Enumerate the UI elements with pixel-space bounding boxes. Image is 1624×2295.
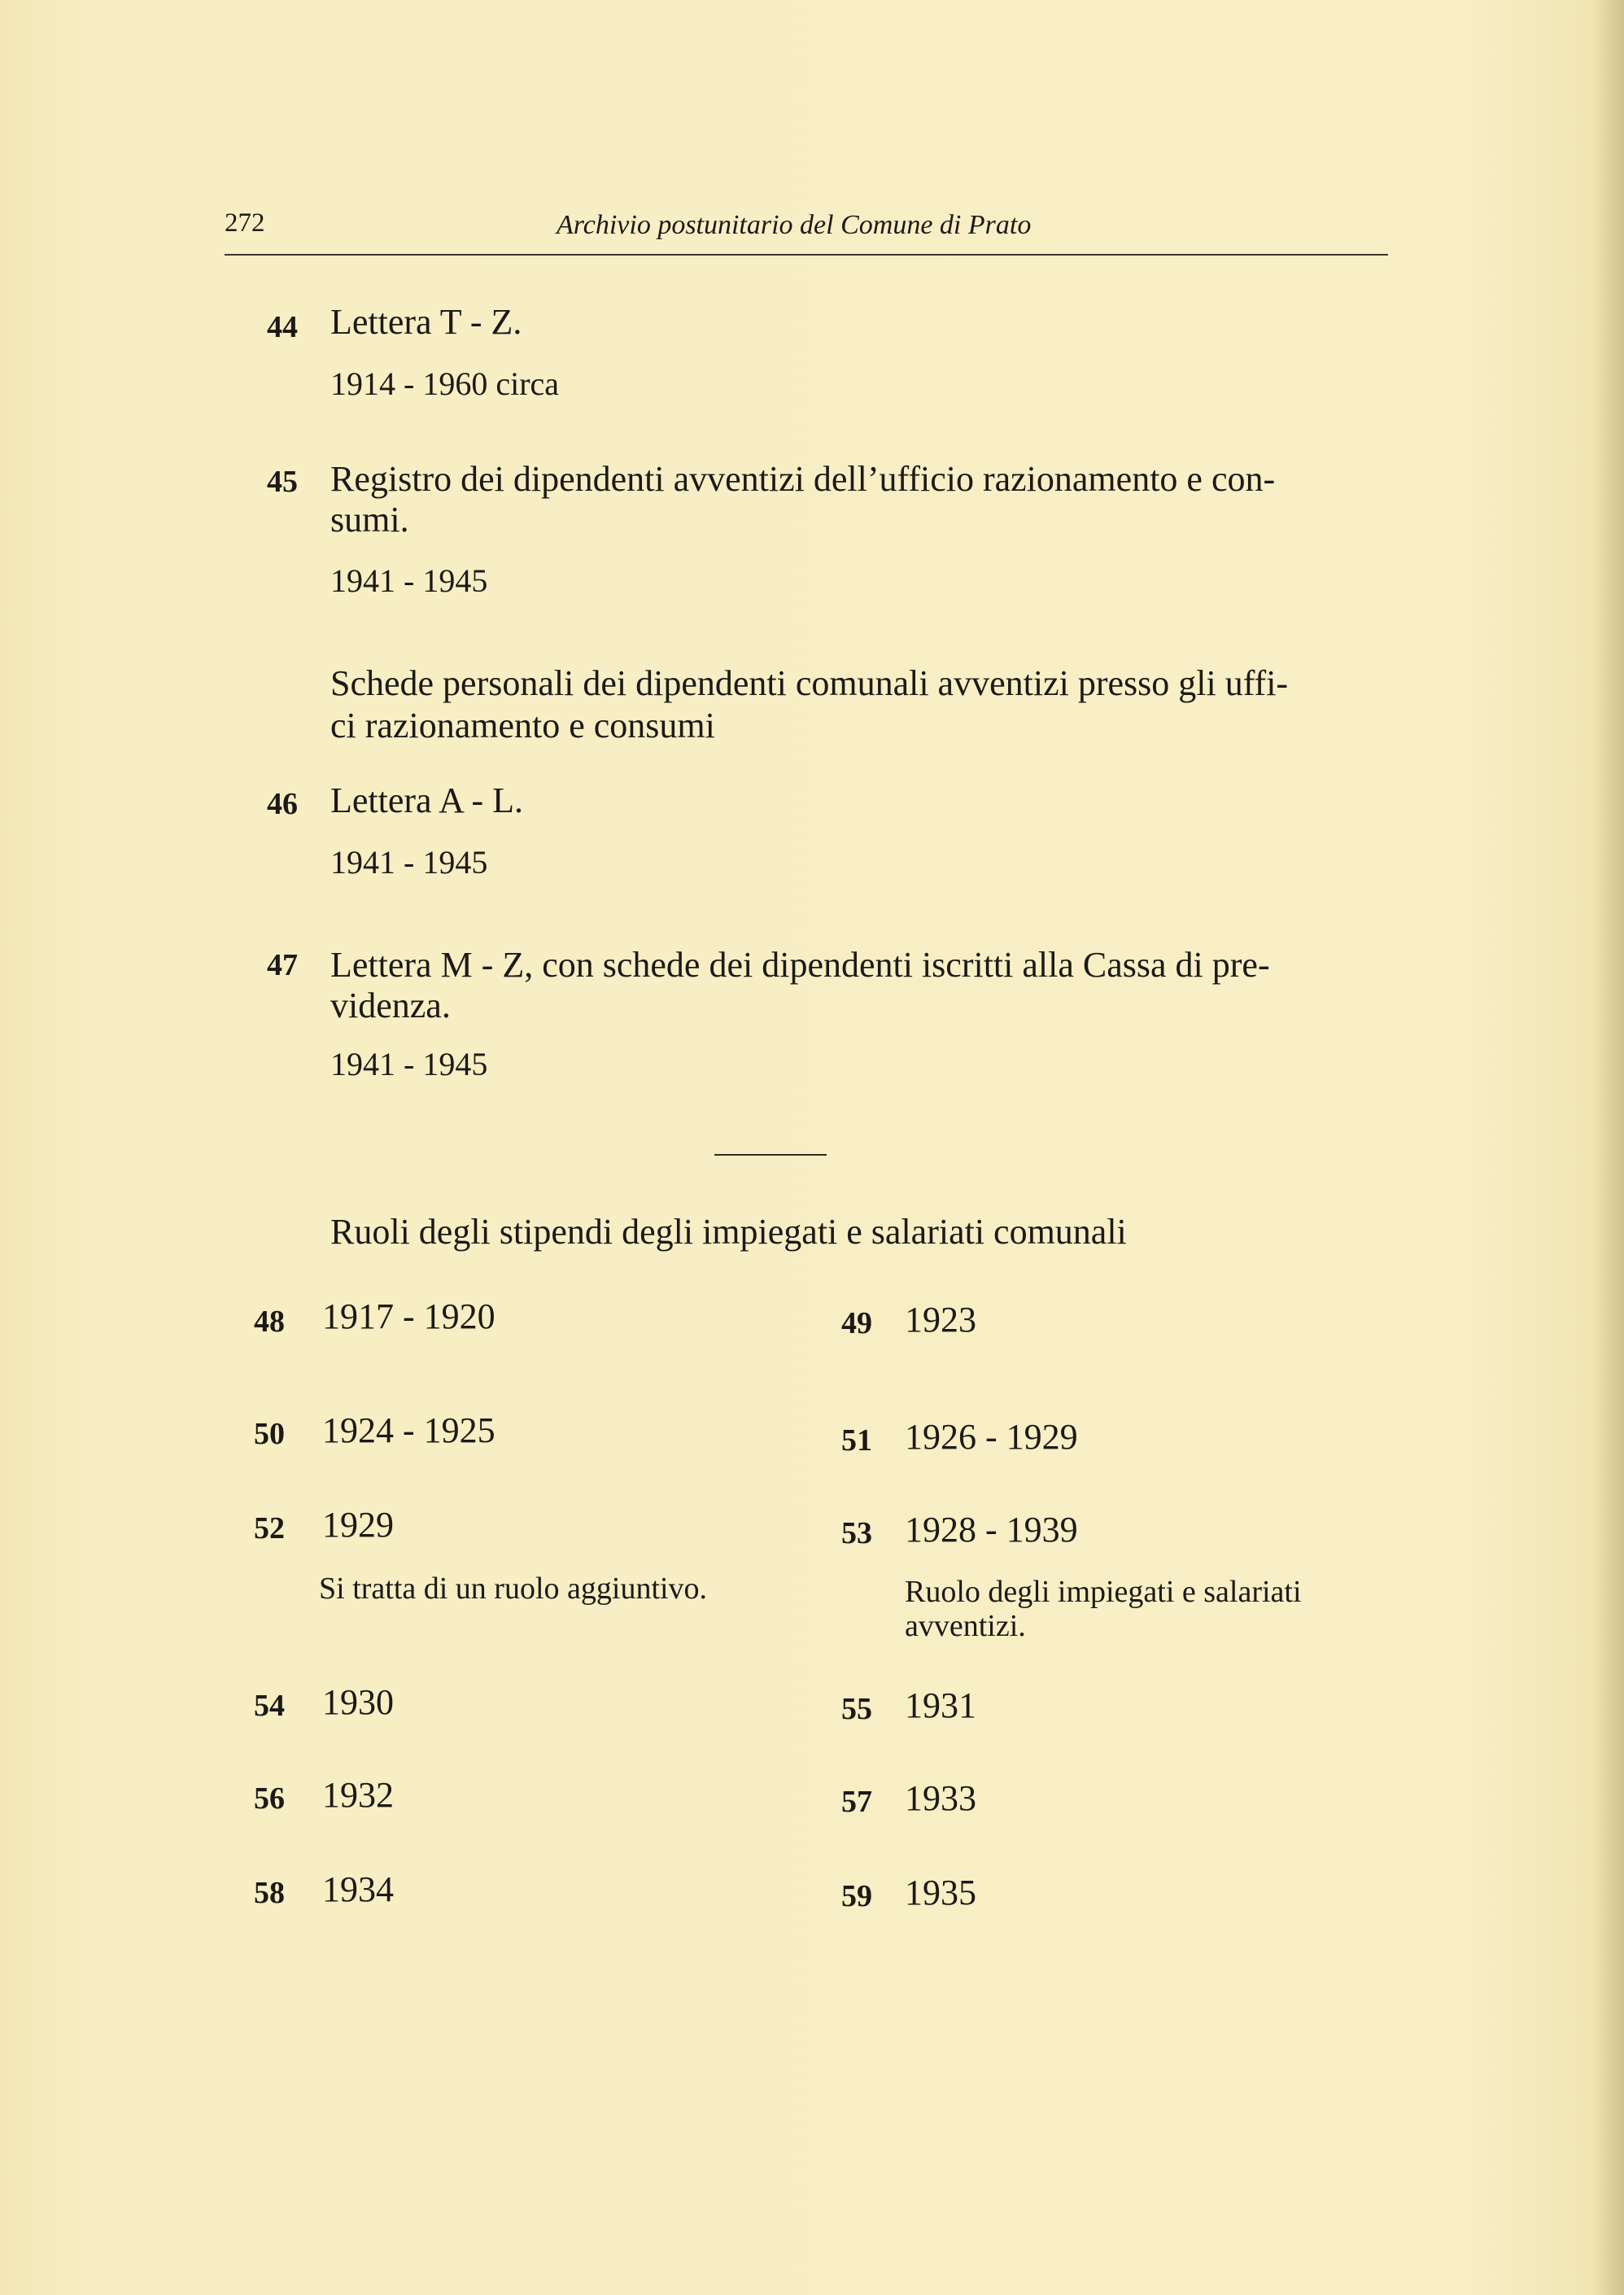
entry-number-51: 51 xyxy=(841,1423,872,1458)
running-head xyxy=(225,205,1388,256)
entry-date-57: 1933 xyxy=(905,1778,976,1818)
entry-title-47-line2: videnza. xyxy=(330,986,451,1025)
entry-note-53-line2: avventizi. xyxy=(905,1609,1026,1643)
entry-number-59: 59 xyxy=(841,1879,872,1913)
entry-number-48: 48 xyxy=(254,1305,285,1339)
entry-title-46: Lettera A - L. xyxy=(330,780,524,820)
entry-number-45: 45 xyxy=(267,465,298,499)
entry-number-44: 44 xyxy=(267,310,298,344)
entry-date-54: 1930 xyxy=(322,1682,394,1722)
group-heading-ruoli: Ruoli degli stipendi degli impiegati e salariati comunali xyxy=(330,1212,1127,1252)
group-heading-schede-line1: Schede personali dei dipendenti comunali avventizi presso gli uffi- xyxy=(330,663,1289,703)
entry-number-54: 54 xyxy=(254,1689,285,1723)
entry-title-45-line2: sumi. xyxy=(330,500,409,540)
entry-number-49: 49 xyxy=(841,1306,872,1340)
entry-note-52: Si tratta di un ruolo aggiuntivo. xyxy=(319,1572,708,1606)
group-heading-schede-line2: ci razionamento e consumi xyxy=(330,706,715,745)
entry-date-52: 1929 xyxy=(322,1505,394,1545)
entry-number-50: 50 xyxy=(254,1417,285,1451)
entry-number-58: 58 xyxy=(254,1876,285,1910)
entry-date-56: 1932 xyxy=(322,1775,394,1815)
running-title: Archivio postunitario del Comune di Prato xyxy=(557,210,1032,240)
entry-date-59: 1935 xyxy=(905,1873,976,1912)
entry-date-46: 1941 - 1945 xyxy=(330,844,488,881)
entry-number-55: 55 xyxy=(841,1692,872,1726)
entry-date-47: 1941 - 1945 xyxy=(330,1046,488,1082)
page-number: 272 xyxy=(225,208,265,238)
entry-note-53-line1: Ruolo degli impiegati e salariati xyxy=(905,1575,1302,1609)
page-edge-shadow xyxy=(1591,0,1624,2295)
entry-number-53: 53 xyxy=(841,1516,872,1550)
entry-number-47: 47 xyxy=(267,948,298,982)
entry-date-48: 1917 - 1920 xyxy=(322,1296,495,1336)
entry-number-46: 46 xyxy=(267,787,298,821)
entry-date-49: 1923 xyxy=(905,1300,976,1340)
entry-date-53: 1928 - 1939 xyxy=(905,1510,1078,1550)
entry-date-44: 1914 - 1960 circa xyxy=(330,365,560,402)
entry-date-45: 1941 - 1945 xyxy=(330,562,488,599)
entry-title-44: Lettera T - Z. xyxy=(330,302,522,342)
section-divider xyxy=(714,1154,827,1156)
entry-number-56: 56 xyxy=(254,1781,285,1816)
entry-title-45-line1: Registro dei dipendenti avventizi dell’ufficio razionamento e con- xyxy=(330,459,1276,499)
entry-date-50: 1924 - 1925 xyxy=(322,1410,495,1450)
entry-number-52: 52 xyxy=(254,1511,285,1545)
entry-date-55: 1931 xyxy=(905,1685,976,1725)
entry-date-58: 1934 xyxy=(322,1869,394,1909)
entry-number-57: 57 xyxy=(841,1785,872,1819)
entry-title-47-line1: Lettera M - Z, con schede dei dipendenti iscritti alla Cassa di pre- xyxy=(330,945,1270,985)
entry-date-51: 1926 - 1929 xyxy=(905,1417,1078,1457)
